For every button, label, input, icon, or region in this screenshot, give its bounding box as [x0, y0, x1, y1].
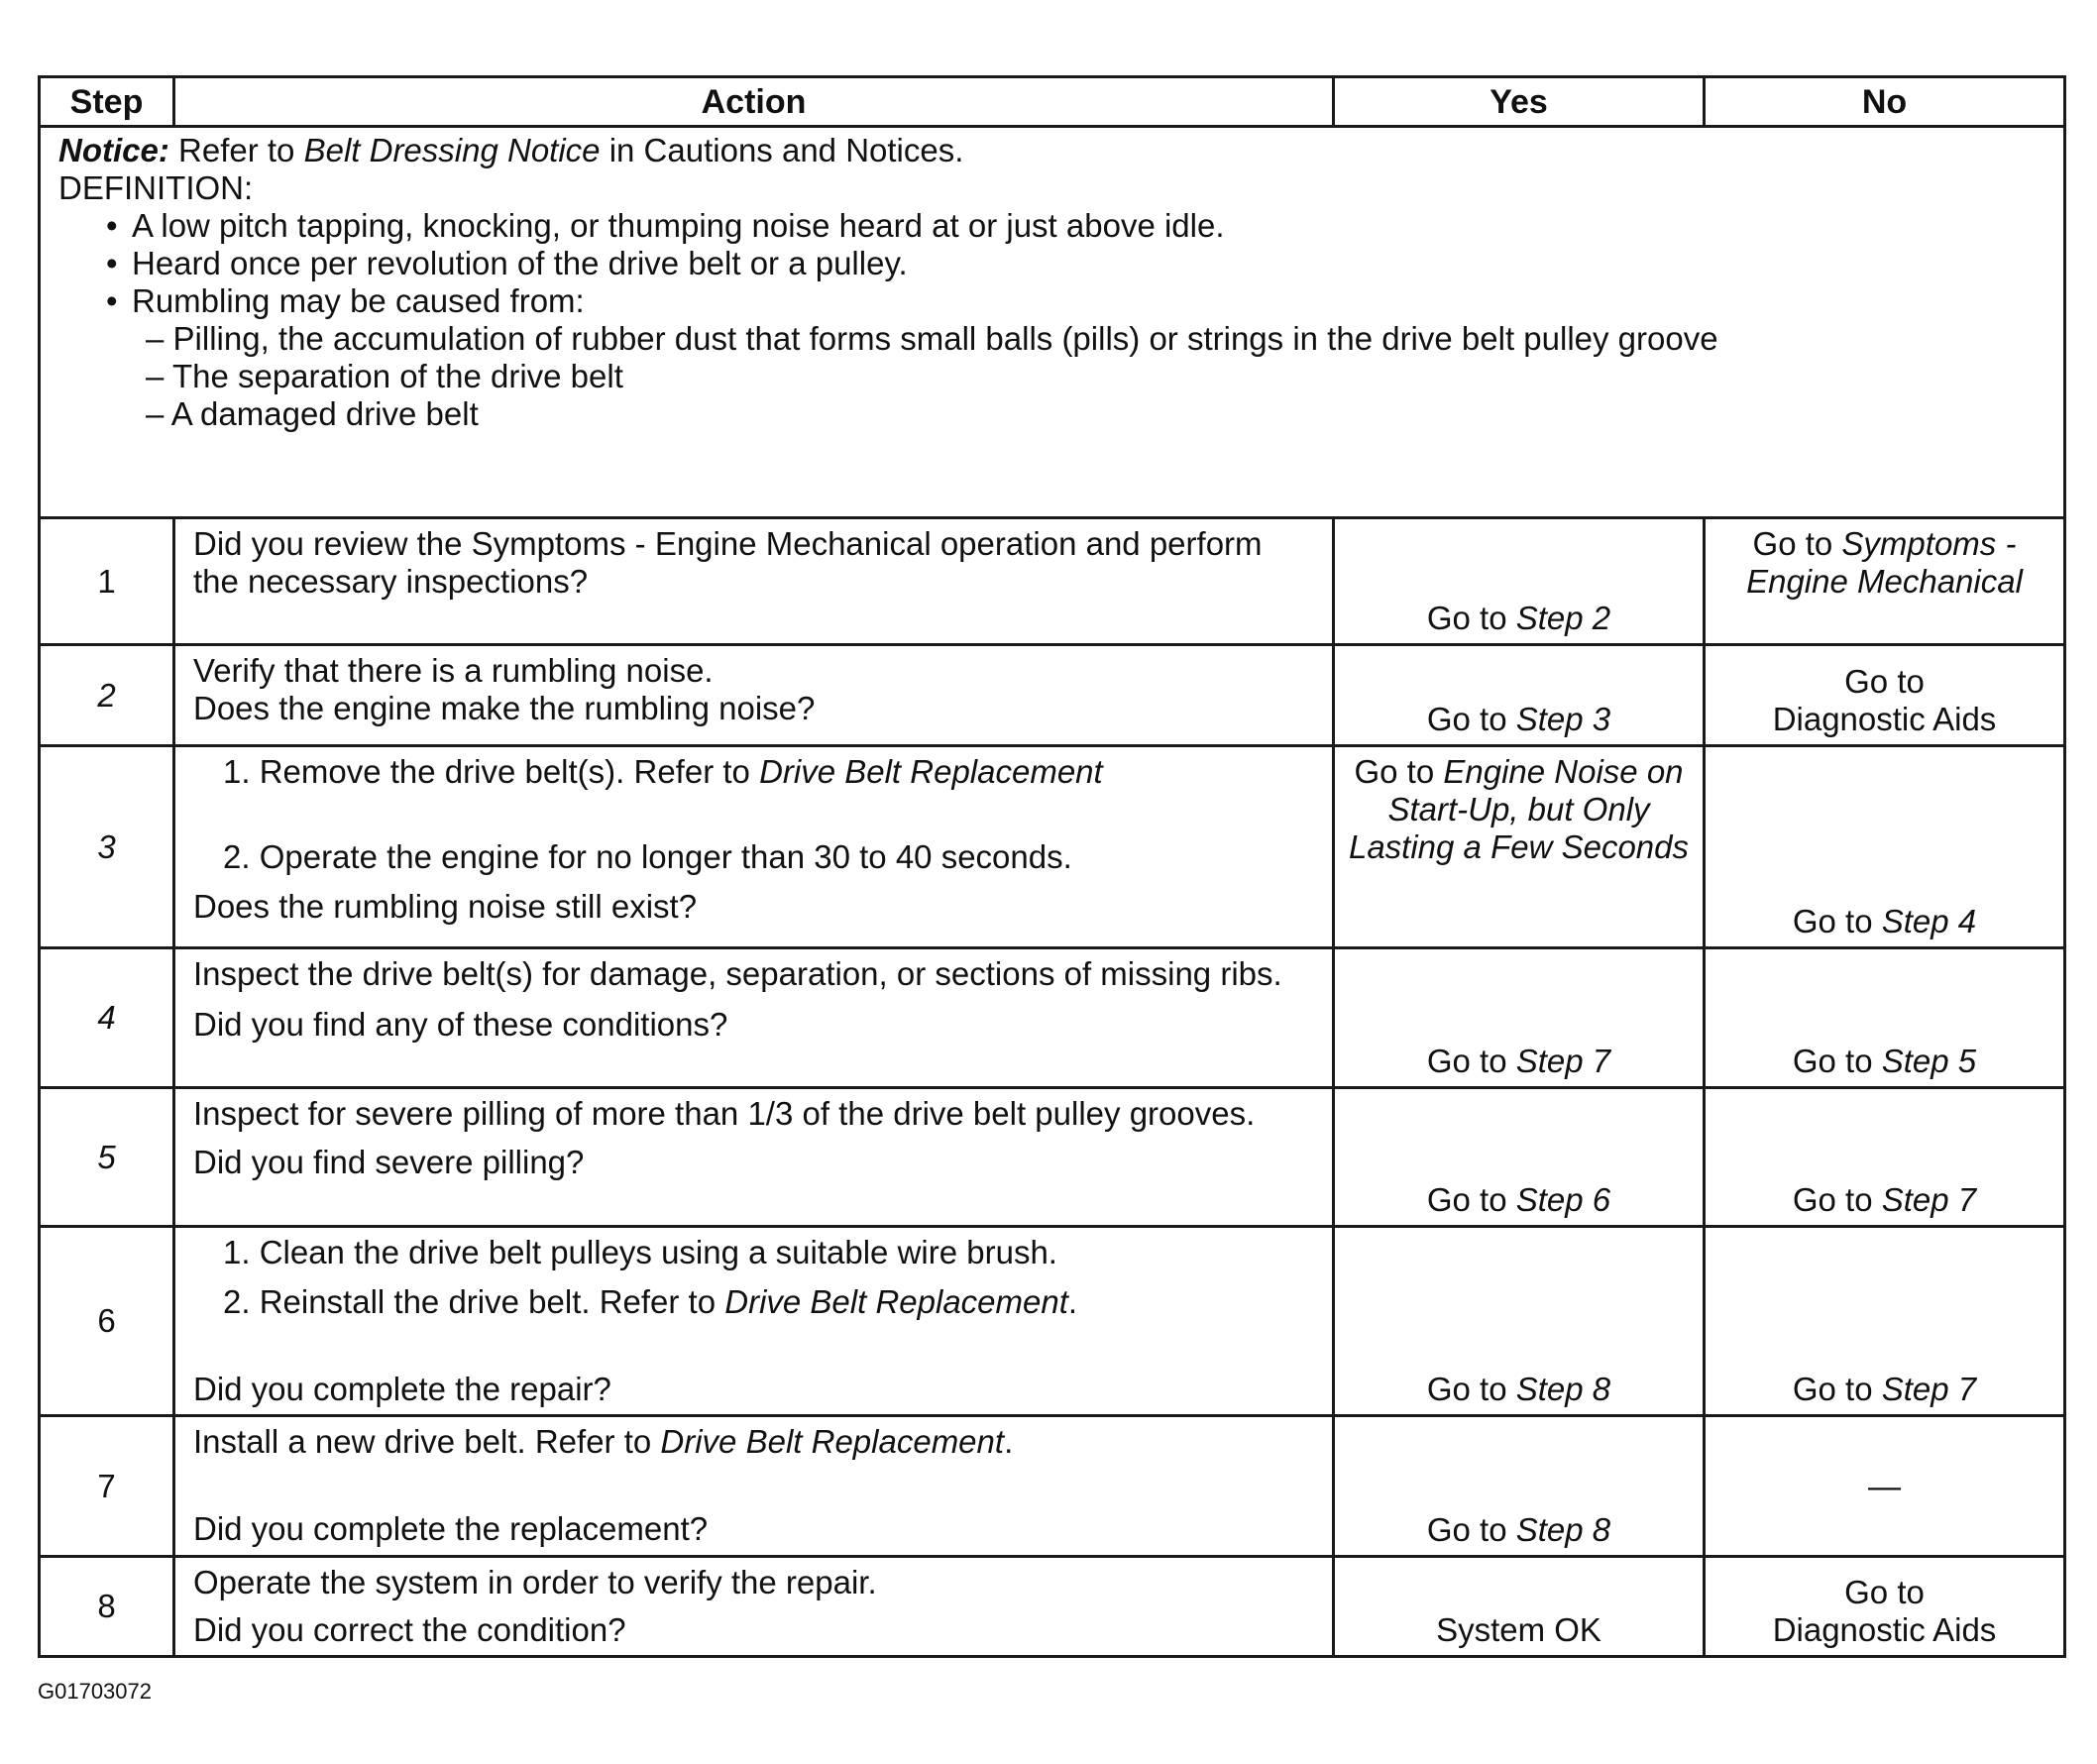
no-reference: Step 7 — [1881, 1181, 1977, 1218]
table-row — [40, 1416, 2065, 1557]
definition-bullets — [58, 207, 2047, 320]
diagnostic-table — [38, 75, 2066, 1658]
notice-text-post: in Cautions and Notices. — [600, 132, 964, 168]
yes-text: Go to — [1426, 600, 1516, 636]
yes-reference: Engine Noise on Start-Up, but Only Lasting a Few Seconds — [1348, 753, 1690, 865]
action-item — [193, 753, 1316, 791]
no-reference: Step 5 — [1881, 1043, 1977, 1079]
yes-reference: Step 6 — [1515, 1181, 1611, 1218]
no-reference: Step 7 — [1881, 1371, 1977, 1407]
notice-cell — [40, 127, 2065, 518]
action-question: Did you find any of these conditions? — [193, 1006, 728, 1043]
yes-reference: Step 2 — [1515, 600, 1611, 636]
step-action — [174, 1227, 1334, 1416]
step-yes — [1334, 1416, 1705, 1557]
action-text: Install a new drive belt. Refer to — [193, 1423, 661, 1460]
step-yes: System OK — [1334, 1557, 1705, 1657]
action-line: Inspect for severe pilling of more than 1/3 of the drive belt pulley grooves. — [193, 1095, 1256, 1132]
item-text-post: . — [1067, 1283, 1078, 1320]
notice-label: Notice: — [58, 132, 169, 168]
action-question: Does the rumbling noise still exist? — [193, 888, 698, 925]
table-row — [40, 948, 2065, 1088]
step-number: 8 — [40, 1557, 174, 1657]
notice-row — [40, 127, 2065, 518]
yes-text: Go to — [1426, 701, 1516, 737]
action-line: Operate the system in order to verify the repair. — [193, 1564, 877, 1600]
item-reference: Drive Belt Replacement — [724, 1283, 1068, 1320]
step-no — [1705, 746, 2065, 948]
step-action: Did you review the Symptoms - Engine Mechanical operation and perform the necessary inspections? — [174, 518, 1334, 645]
action-line: Inspect the drive belt(s) for damage, separation, or sections of missing ribs. — [193, 955, 1282, 992]
yes-reference: Step 3 — [1515, 701, 1611, 737]
no-reference: Step 4 — [1881, 903, 1977, 939]
step-yes — [1334, 645, 1705, 746]
definition-bullet: • A low pitch tapping, knocking, or thumping noise heard at or just above idle. — [106, 207, 2047, 245]
diagnostic-table-container — [38, 75, 2063, 1658]
table-row — [40, 1227, 2065, 1416]
header-row — [40, 77, 2065, 127]
step-number: 4 — [40, 948, 174, 1088]
action-question: Does the engine make the rumbling noise? — [193, 690, 816, 726]
step-no — [1705, 518, 2065, 645]
no-line: Go to — [1844, 1574, 1925, 1610]
no-text: Go to — [1792, 1181, 1882, 1218]
step-yes — [1334, 1227, 1705, 1416]
no-text: Go to — [1792, 1371, 1882, 1407]
step-no — [1705, 1557, 2065, 1657]
notice-reference: Belt Dressing Notice — [303, 132, 601, 168]
table-row — [40, 746, 2065, 948]
action-line — [193, 1423, 1316, 1461]
step-no — [1705, 645, 2065, 746]
cause-item: – A damaged drive belt — [146, 395, 2047, 433]
action-question: Did you complete the repair? — [193, 1371, 611, 1407]
no-line: Go to — [1844, 663, 1925, 700]
table-row — [40, 645, 2065, 746]
step-number: 5 — [40, 1088, 174, 1227]
step-action — [174, 1416, 1334, 1557]
cause-item: – Pilling, the accumulation of rubber dust that forms small balls (pills) or strings in the drive belt pulley groove — [146, 320, 2047, 358]
yes-text: Go to — [1426, 1511, 1516, 1548]
yes-text: Go to — [1426, 1043, 1516, 1079]
yes-reference: Step 8 — [1515, 1511, 1611, 1548]
table-row — [40, 1557, 2065, 1657]
step-yes — [1334, 1088, 1705, 1227]
step-no — [1705, 948, 2065, 1088]
no-text: Go to — [1792, 903, 1882, 939]
item-text: 1. Remove the drive belt(s). Refer to — [223, 753, 760, 790]
step-yes — [1334, 948, 1705, 1088]
action-question: Did you complete the replacement? — [193, 1510, 709, 1547]
action-question: Did you find severe pilling? — [193, 1144, 585, 1180]
definition-bullet: • Rumbling may be caused from: — [106, 282, 2047, 320]
action-reference: Drive Belt Replacement — [660, 1423, 1005, 1460]
no-line: Diagnostic Aids — [1772, 701, 1997, 737]
step-no — [1705, 1227, 2065, 1416]
action-line: Verify that there is a rumbling noise. — [193, 652, 714, 689]
step-number: 3 — [40, 746, 174, 948]
figure-id: G01703072 — [38, 1679, 152, 1704]
yes-reference: Step 7 — [1515, 1043, 1611, 1079]
no-line: Diagnostic Aids — [1772, 1611, 1997, 1648]
no-prefix: Go to — [1752, 525, 1842, 562]
step-number: 2 — [40, 645, 174, 746]
yes-text: Go to — [1354, 753, 1444, 790]
yes-text: Go to — [1426, 1181, 1516, 1218]
step-no: — — [1705, 1416, 2065, 1557]
step-action — [174, 948, 1334, 1088]
step-no — [1705, 1088, 2065, 1227]
no-text: Go to — [1792, 1043, 1882, 1079]
step-yes — [1334, 746, 1705, 948]
rumbling-causes — [58, 320, 2047, 433]
header-yes: Yes — [1334, 77, 1705, 127]
definition-bullet: • Heard once per revolution of the drive belt or a pulley. — [106, 245, 2047, 282]
action-text-post: . — [1004, 1423, 1014, 1460]
no-reference: Symptoms - Engine Mechanical — [1746, 525, 2023, 600]
step-number: 6 — [40, 1227, 174, 1416]
definition-heading: DEFINITION: — [58, 169, 254, 206]
action-question: Did you correct the condition? — [193, 1611, 626, 1648]
yes-text: Go to — [1426, 1371, 1516, 1407]
item-reference: Drive Belt Replacement — [759, 753, 1103, 790]
step-yes — [1334, 518, 1705, 645]
step-action — [174, 645, 1334, 746]
item-text: 2. Reinstall the drive belt. Refer to — [223, 1283, 725, 1320]
action-item: 1. Clean the drive belt pulleys using a suitable wire brush. — [223, 1234, 1057, 1270]
action-item — [193, 1283, 1316, 1321]
yes-reference: Step 8 — [1515, 1371, 1611, 1407]
table-row — [40, 1088, 2065, 1227]
header-action: Action — [174, 77, 1334, 127]
step-action — [174, 1557, 1334, 1657]
cause-item: – The separation of the drive belt — [146, 358, 2047, 395]
header-step: Step — [40, 77, 174, 127]
action-item: 2. Operate the engine for no longer than 30 to 40 seconds. — [223, 838, 1072, 875]
step-action — [174, 746, 1334, 948]
step-number: 1 — [40, 518, 174, 645]
step-number: 7 — [40, 1416, 174, 1557]
table-row — [40, 518, 2065, 645]
step-action — [174, 1088, 1334, 1227]
notice-text-pre: Refer to — [168, 132, 304, 168]
notice-line — [58, 132, 2047, 169]
header-no: No — [1705, 77, 2065, 127]
